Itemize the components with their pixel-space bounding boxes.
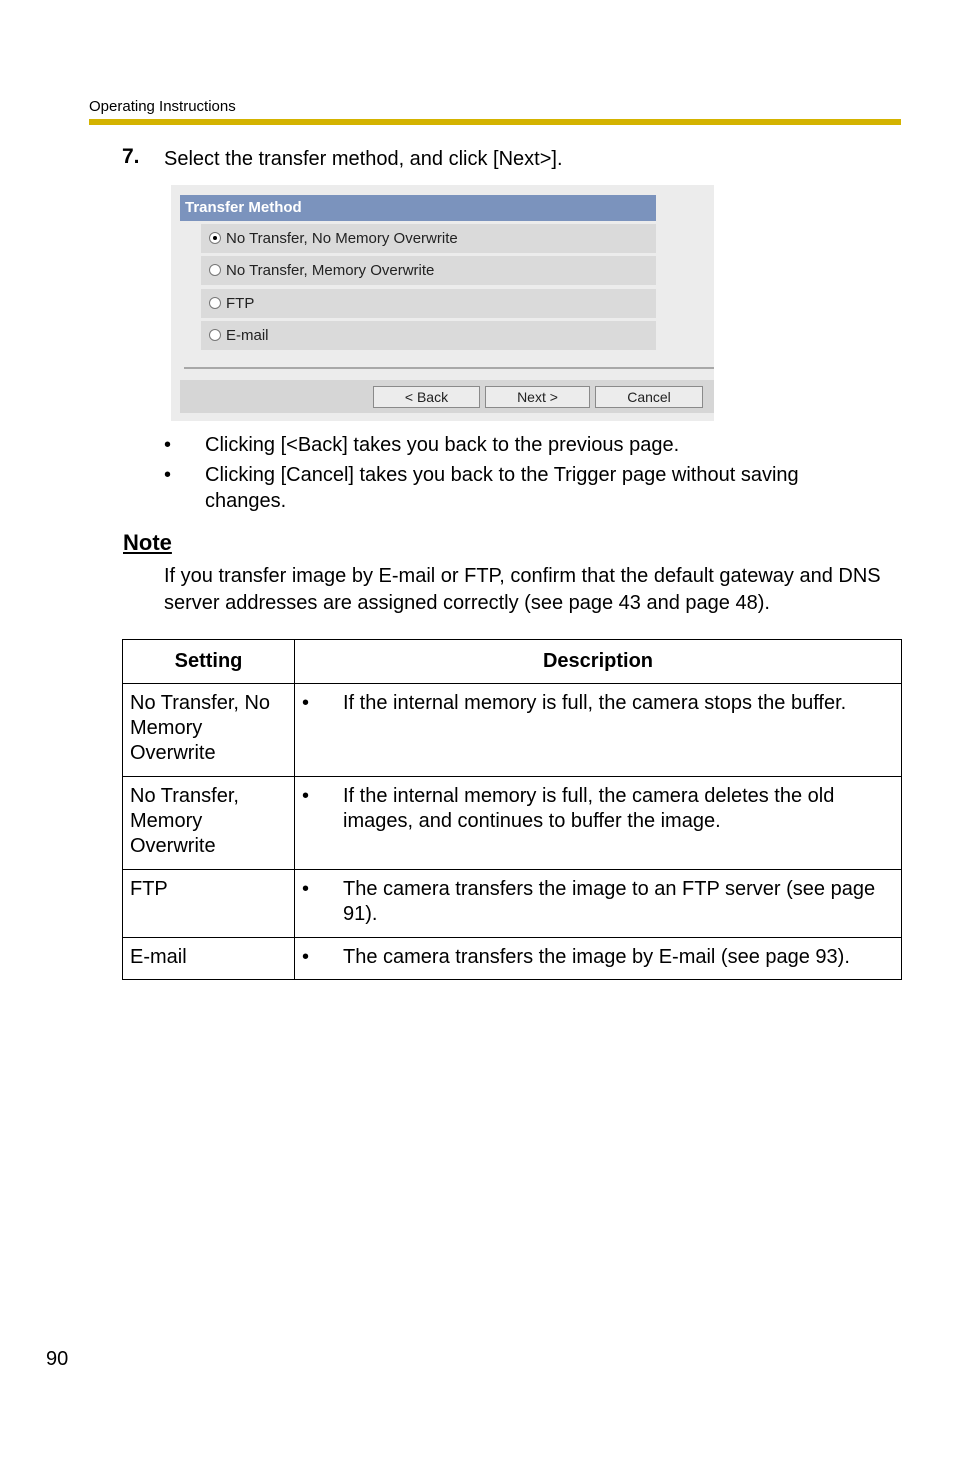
setting-cell: No Transfer, Memory Overwrite — [123, 777, 295, 870]
radio-icon[interactable] — [209, 329, 221, 341]
settings-table — [122, 639, 902, 980]
description-cell — [295, 777, 902, 870]
header-description: Description — [295, 640, 902, 684]
description-cell — [295, 938, 902, 980]
description-text: The camera transfers the image to an FTP server (see page 91). — [343, 878, 876, 925]
radio-icon[interactable] — [209, 297, 221, 309]
bullet-icon: • — [302, 878, 310, 900]
table-row — [123, 777, 902, 870]
step-number: 7. — [122, 145, 140, 168]
setting-cell: No Transfer, No Memory Overwrite — [123, 684, 295, 777]
option-no-transfer-overwrite[interactable] — [201, 256, 656, 285]
table-header-row — [123, 640, 902, 684]
description-cell — [295, 870, 902, 938]
bullet-icon: • — [302, 692, 310, 714]
radio-checked-icon[interactable] — [209, 232, 221, 244]
description-text: If the internal memory is full, the camera deletes the old images, and continues to buffer the image. — [343, 785, 835, 832]
description-cell — [295, 684, 902, 777]
bullet-icon: • — [164, 464, 172, 486]
header-setting: Setting — [123, 640, 295, 684]
running-header: Operating Instructions — [89, 98, 236, 115]
table-row — [123, 938, 902, 980]
option-email[interactable] — [201, 321, 656, 350]
note-text: If you transfer image by E-mail or FTP, confirm that the default gateway and DNS server addresses are assigned correctly (see page 43 and page 48). — [164, 565, 881, 614]
bullet-icon: • — [302, 946, 310, 968]
option-label: E-mail — [226, 327, 269, 344]
panel-divider — [184, 367, 714, 369]
step-instruction: Select the transfer method, and click [Next>]. — [164, 148, 563, 170]
table-row — [123, 684, 902, 777]
option-label: FTP — [226, 295, 255, 312]
header-rule — [89, 119, 901, 125]
cancel-button[interactable]: Cancel — [595, 386, 703, 408]
option-label: No Transfer, Memory Overwrite — [226, 262, 435, 279]
option-no-transfer-no-overwrite[interactable] — [201, 224, 656, 253]
option-ftp[interactable] — [201, 289, 656, 318]
table-row — [123, 870, 902, 938]
setting-cell: E-mail — [123, 938, 295, 980]
description-text: If the internal memory is full, the camera stops the buffer. — [343, 692, 847, 714]
radio-icon[interactable] — [209, 264, 221, 276]
back-button[interactable]: < Back — [373, 386, 480, 408]
transfer-method-title: Transfer Method — [180, 195, 656, 221]
bullet-icon: • — [164, 434, 172, 456]
option-label: No Transfer, No Memory Overwrite — [226, 230, 458, 247]
next-button[interactable]: Next > — [485, 386, 590, 408]
bullet-text: Clicking [Cancel] takes you back to the Trigger page without saving changes. — [205, 464, 799, 512]
note-heading: Note — [123, 530, 172, 555]
description-text: The camera transfers the image by E-mail (see page 93). — [343, 946, 850, 968]
transfer-method-screenshot — [171, 185, 714, 421]
setting-cell: FTP — [123, 870, 295, 938]
page-number: 90 — [46, 1348, 69, 1370]
bullet-text: Clicking [<Back] takes you back to the previous page. — [205, 434, 680, 456]
bullet-icon: • — [302, 785, 310, 807]
